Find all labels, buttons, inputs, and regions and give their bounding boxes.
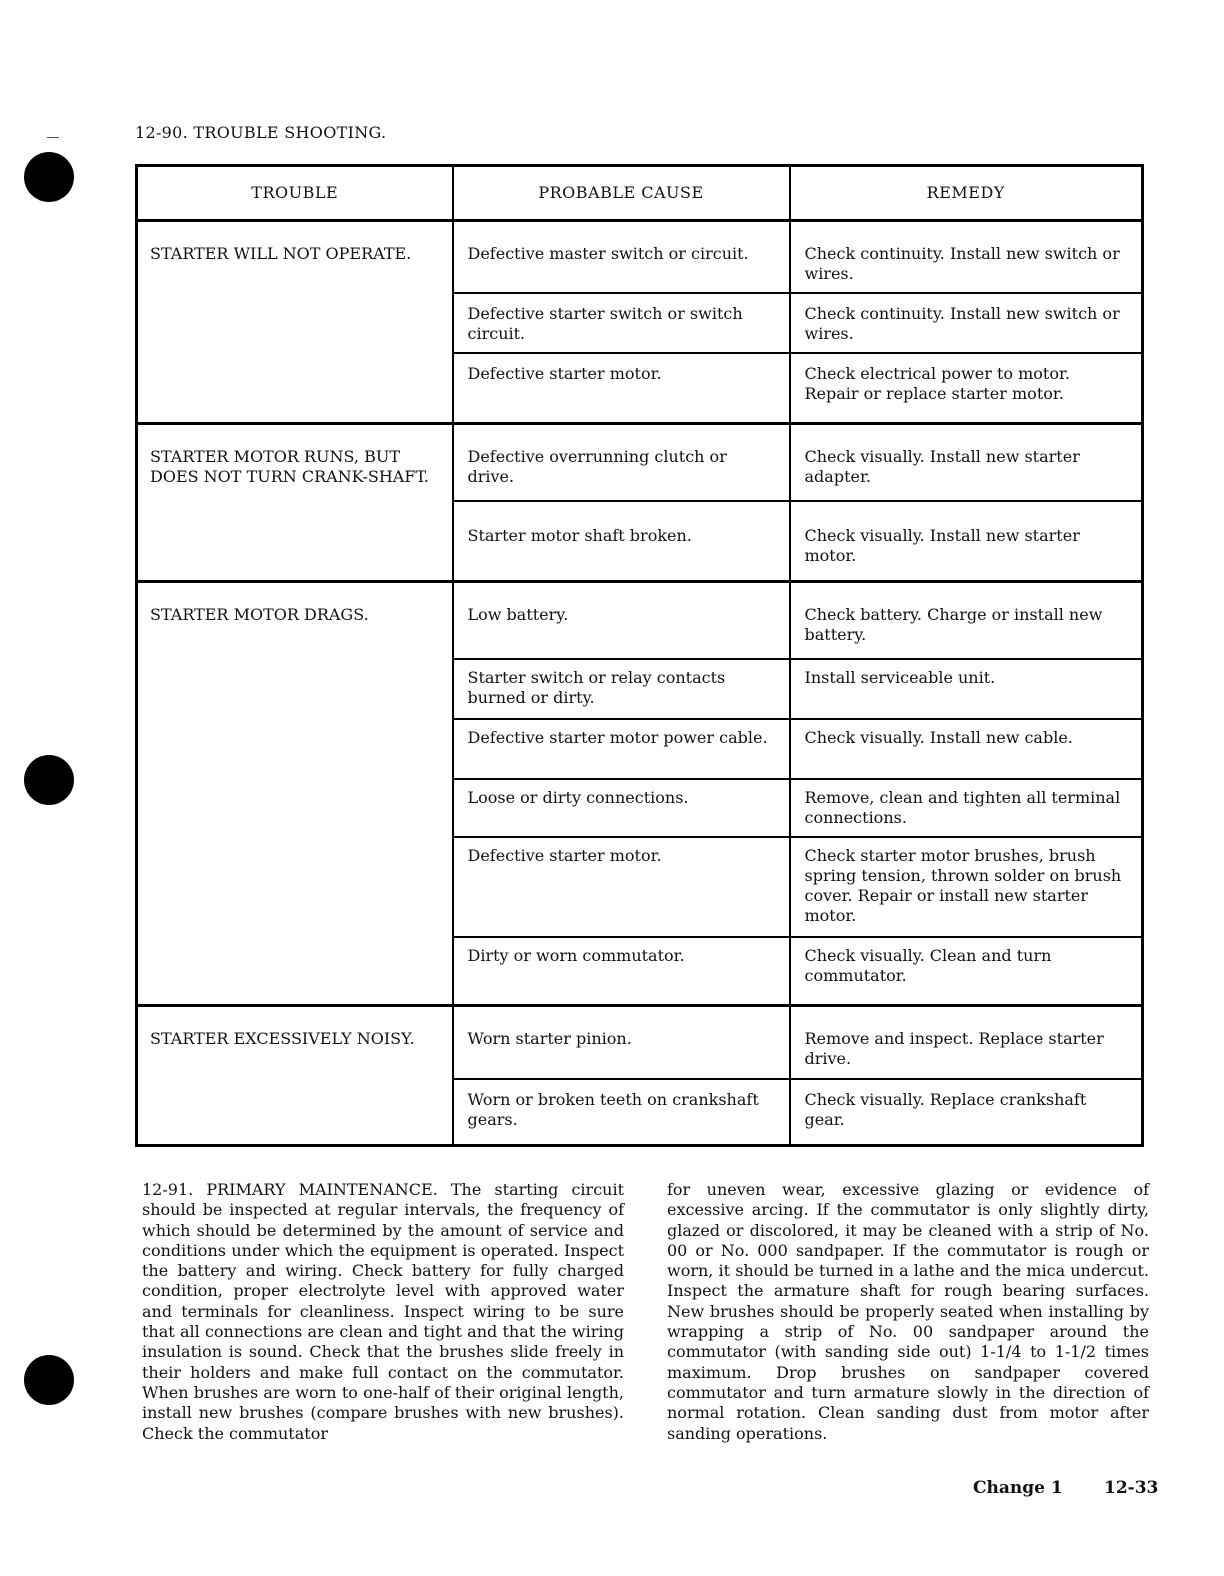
- cause-cell: Loose or dirty connections.: [453, 779, 790, 837]
- remedy-cell: Check visually. Install new starter adapter.: [790, 423, 1143, 501]
- table-row: [137, 221, 1143, 294]
- header-remedy: REMEDY: [790, 166, 1143, 221]
- cause-cell: Worn or broken teeth on crankshaft gears.: [453, 1079, 790, 1145]
- cause-cell: Defective overrunning clutch or drive.: [453, 423, 790, 501]
- section-title: 12-90. TROUBLE SHOOTING.: [135, 123, 387, 142]
- trouble-cell: STARTER WILL NOT OPERATE.: [137, 221, 453, 424]
- header-trouble: TROUBLE: [137, 166, 453, 221]
- remedy-cell: Check starter motor brushes, brush spring tension, thrown solder on brush cover. Repair or install new starter motor.: [790, 837, 1143, 937]
- margin-mark: [47, 137, 59, 138]
- cause-cell: Worn starter pinion.: [453, 1005, 790, 1079]
- remedy-cell: Check visually. Clean and turn commutator.: [790, 937, 1143, 1005]
- binder-hole-top: [24, 152, 74, 202]
- remedy-cell: Check visually. Replace crankshaft gear.: [790, 1079, 1143, 1145]
- cause-cell: Starter switch or relay contacts burned or dirty.: [453, 659, 790, 719]
- cause-cell: Defective master switch or circuit.: [453, 221, 790, 294]
- remedy-cell: Check visually. Install new starter motor.: [790, 501, 1143, 581]
- remedy-cell: Remove and inspect. Replace starter drive.: [790, 1005, 1143, 1079]
- remedy-cell: Check continuity. Install new switch or wires.: [790, 221, 1143, 294]
- remedy-cell: Install serviceable unit.: [790, 659, 1143, 719]
- cause-cell: Defective starter motor power cable.: [453, 719, 790, 779]
- cause-cell: Defective starter motor.: [453, 353, 790, 423]
- trouble-cell: STARTER MOTOR DRAGS.: [137, 581, 453, 1005]
- remedy-cell: Check visually. Install new cable.: [790, 719, 1143, 779]
- trouble-cell: STARTER EXCESSIVELY NOISY.: [137, 1005, 453, 1145]
- binder-hole-bottom: [24, 1355, 74, 1405]
- troubleshooting-table: [135, 164, 1144, 1147]
- binder-hole-middle: [24, 755, 74, 805]
- cause-cell: Dirty or worn commutator.: [453, 937, 790, 1005]
- maintenance-text-left: 12-91. PRIMARY MAINTENANCE. The starting circuit should be inspected at regular intervals, the frequency of which should be determined by the amount of service and conditions under which the equipment is operated. Inspect the battery and wiring. Check battery for fully charged condition, proper electrolyte level with approved water and terminals for cleanliness. Inspect wiring to be sure that all connections are clean and tight and that the wiring insulation is sound. Check that the brushes slide freely in their holders and make full contact on the commutator. When brushes are worn to one-half of their original length, install new brushes (compare brushes with new brushes). Check the commutator: [142, 1180, 624, 1443]
- remedy-cell: Check continuity. Install new switch or wires.: [790, 293, 1143, 353]
- table-row: [137, 581, 1143, 659]
- table-row: [137, 423, 1143, 501]
- table-row: [137, 1005, 1143, 1079]
- remedy-cell: Remove, clean and tighten all terminal connections.: [790, 779, 1143, 837]
- cause-cell: Defective starter switch or switch circuit.: [453, 293, 790, 353]
- cause-cell: Defective starter motor.: [453, 837, 790, 937]
- trouble-cell: STARTER MOTOR RUNS, BUT DOES NOT TURN CRANK-SHAFT.: [137, 423, 453, 581]
- remedy-cell: Check battery. Charge or install new battery.: [790, 581, 1143, 659]
- maintenance-text-right: for uneven wear, excessive glazing or evidence of excessive arcing. If the commutator is only slightly dirty, glazed or discolored, it may be cleaned with a strip of No. 00 or No. 000 sandpaper. If the commutator is rough or worn, it should be turned in a lathe and the mica undercut. Inspect the armature shaft for rough bearing surfaces. New brushes should be properly seated when installing by wrapping a strip of No. 00 sandpaper around the commutator (with sanding side out) 1-1/4 to 1-1/2 times maximum. Drop brushes on sandpaper covered commutator and turn armature slowly in the direction of normal rotation. Clean sanding dust from motor after sanding operations.: [667, 1180, 1149, 1443]
- page-number: 12-33: [1104, 1478, 1159, 1498]
- header-probable-cause: PROBABLE CAUSE: [453, 166, 790, 221]
- cause-cell: Starter motor shaft broken.: [453, 501, 790, 581]
- remedy-cell: Check electrical power to motor. Repair or replace starter motor.: [790, 353, 1143, 423]
- table-header-row: [137, 166, 1143, 221]
- cause-cell: Low battery.: [453, 581, 790, 659]
- change-label: Change 1: [973, 1478, 1063, 1498]
